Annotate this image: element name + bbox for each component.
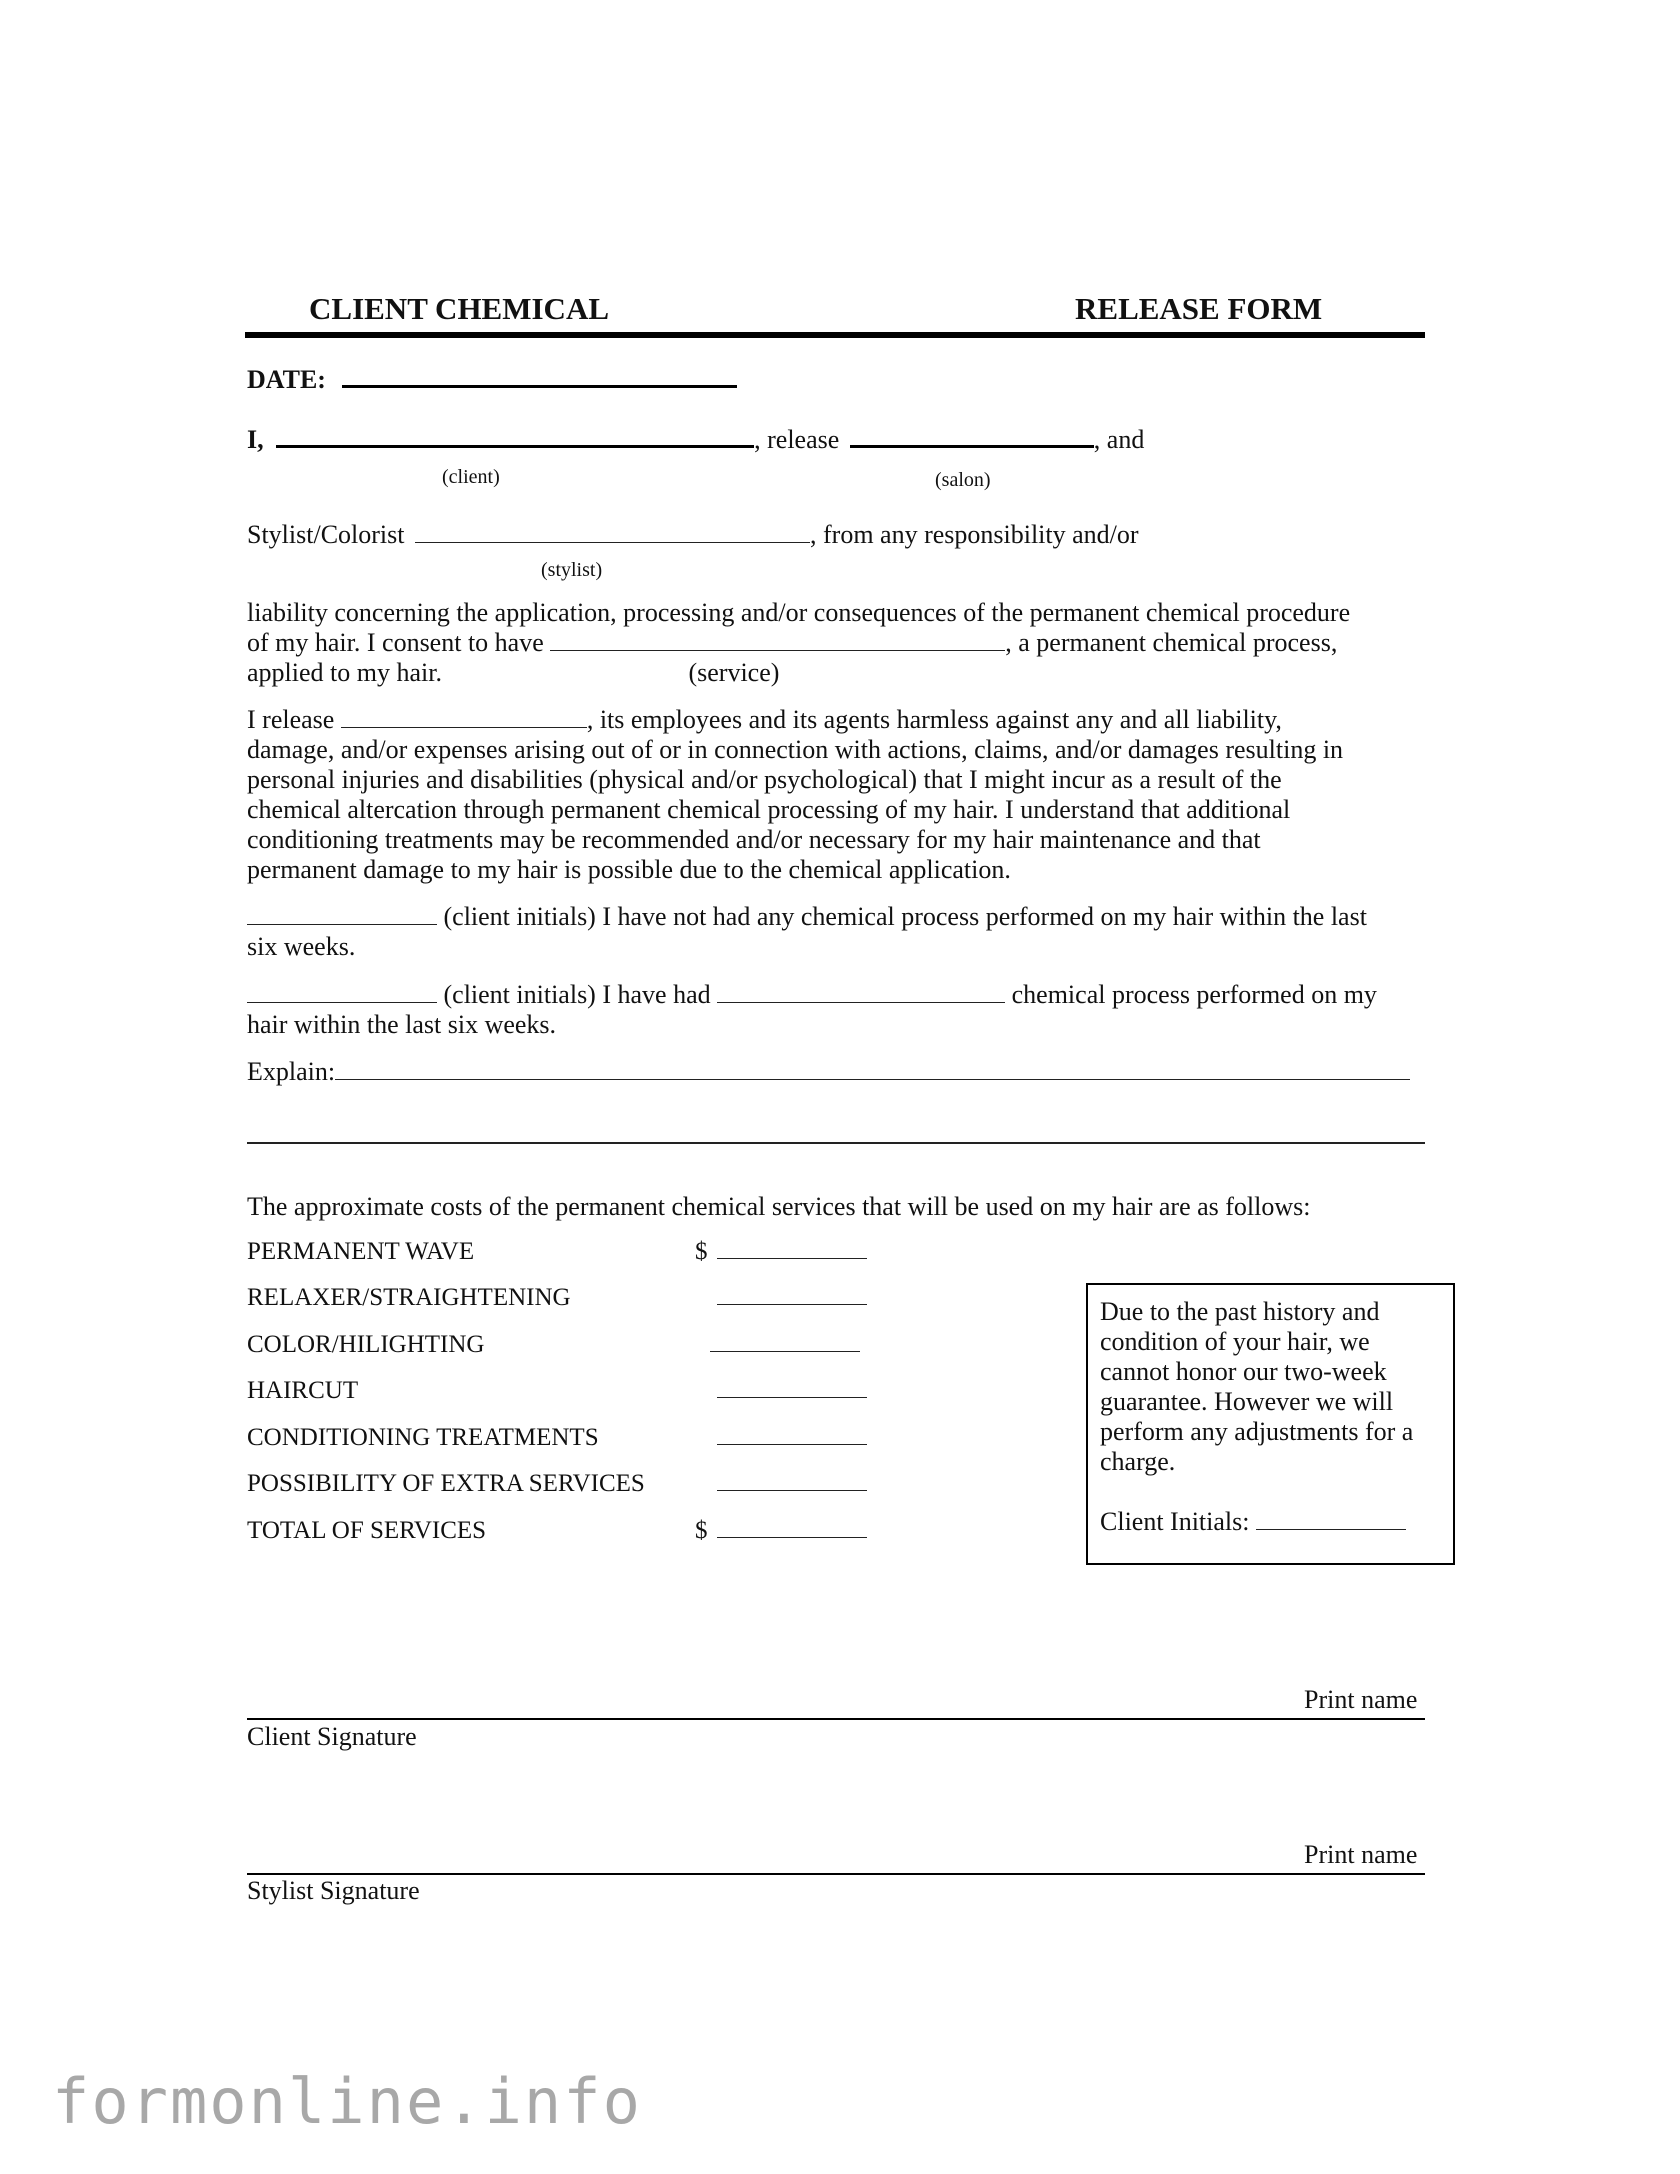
release-salon-field[interactable]	[341, 726, 587, 728]
cost-label: RELAXER/STRAIGHTENING	[247, 1284, 571, 1311]
explain-label: Explain:	[247, 1057, 336, 1086]
stylist-signature-label: Stylist Signature	[247, 1876, 420, 1905]
release-line-5: conditioning treatments may be recommended and/or necessary for my hair maintenance and that	[247, 825, 1261, 854]
cost-field-haircut[interactable]	[717, 1377, 867, 1405]
release-line-2: damage, and/or expenses arising out of or in connection with actions, claims, and/or damages resulting in	[247, 735, 1344, 764]
initials-field-2[interactable]	[247, 1001, 437, 1003]
cost-field-conditioning[interactable]	[717, 1424, 867, 1452]
explain-second-line[interactable]	[247, 1142, 1425, 1144]
i-label: I,	[247, 425, 264, 454]
cost-currency: $	[695, 1517, 708, 1544]
cost-label: TOTAL OF SERVICES	[247, 1517, 487, 1544]
explain-field[interactable]	[335, 1078, 1410, 1080]
service-field[interactable]	[550, 649, 1005, 651]
stylist-label: Stylist/Colorist	[247, 520, 405, 549]
cost-label: PERMANENT WAVE	[247, 1238, 475, 1265]
cost-field-permanent-wave[interactable]	[717, 1238, 867, 1266]
cost-item	[247, 1284, 571, 1312]
cost-item	[247, 1238, 474, 1266]
process-type-field[interactable]	[717, 1001, 1005, 1003]
cost-field-extra[interactable]	[717, 1470, 867, 1498]
cost-field-total[interactable]	[717, 1517, 867, 1545]
initials-field-1[interactable]	[247, 923, 437, 925]
client-caption: (client)	[442, 466, 500, 488]
initials-no-process: (client initials) I have not had any chemical process performed on my hair within the last six weeks.	[247, 902, 1367, 961]
initials-had-process: (client initials) I have had chemical process performed on my hair within the last six weeks.	[247, 980, 1377, 1039]
client-signature-label: Client Signature	[247, 1722, 417, 1751]
salon-caption: (salon)	[935, 469, 991, 491]
client-print-name-label: Print name	[1304, 1685, 1418, 1714]
release-row	[247, 425, 1144, 455]
explain-row	[247, 1057, 1410, 1087]
release-line-3: personal injuries and disabilities (physical and/or psychological) that I might incur as a result of the	[247, 765, 1282, 794]
stylist-row	[247, 520, 1139, 550]
date-row	[247, 365, 737, 395]
cost-item	[247, 1470, 645, 1498]
and-text: , and	[1093, 425, 1145, 454]
stylist-caption: (stylist)	[541, 559, 603, 581]
cost-currency: $	[695, 1238, 708, 1265]
cost-field-color[interactable]	[710, 1331, 860, 1359]
cost-label: HAIRCUT	[247, 1377, 359, 1404]
cost-label: POSSIBILITY OF EXTRA SERVICES	[247, 1470, 645, 1497]
cost-item	[247, 1331, 484, 1359]
stylist-tail: , from any responsibility and/or	[810, 520, 1139, 549]
release-line-4: chemical altercation through permanent chemical processing of my hair. I understand that additional	[247, 795, 1291, 824]
cost-item	[247, 1377, 358, 1405]
stylist-print-name-label: Print name	[1304, 1840, 1418, 1869]
stylist-signature-line[interactable]	[247, 1873, 1425, 1875]
costs-intro: The approximate costs of the permanent chemical services that will be used on my hair are as follows:	[247, 1192, 1311, 1221]
box-initials-field[interactable]	[1256, 1528, 1406, 1530]
watermark: formonline.info	[52, 2065, 642, 2138]
consent-paragraph	[247, 598, 1447, 688]
cost-label: CONDITIONING TREATMENTS	[247, 1424, 599, 1451]
title-rule	[245, 332, 1425, 338]
date-label: DATE:	[247, 365, 326, 394]
release-line-1: I release , its employees and its agents harmless against any and all liability,	[247, 705, 1282, 734]
release-paragraph	[247, 705, 1447, 885]
consent-line-3: applied to my hair. (service)	[247, 658, 780, 687]
form-title-left: CLIENT CHEMICAL	[309, 291, 610, 326]
consent-line-2: of my hair. I consent to have , a permanent chemical process,	[247, 628, 1338, 657]
guarantee-notice-box: Due to the past history and condition of your hair, we cannot honor our two-week guarantee. However we will perform any adjustments for a charge. Client Initials:	[1086, 1283, 1455, 1565]
cost-field-relaxer[interactable]	[717, 1284, 867, 1312]
service-caption: (service)	[688, 658, 780, 687]
form-title-right: RELEASE FORM	[1075, 291, 1323, 326]
cost-item	[247, 1517, 486, 1545]
consent-line-1: liability concerning the application, processing and/or consequences of the permanent chemical procedure	[247, 598, 1351, 627]
client-signature-line[interactable]	[247, 1718, 1425, 1720]
release-line-6: permanent damage to my hair is possible due to the chemical application.	[247, 855, 1011, 884]
box-initials-row: Client Initials:	[1100, 1507, 1441, 1537]
stylist-name-field[interactable]	[415, 541, 810, 543]
cost-label: COLOR/HILIGHTING	[247, 1331, 485, 1358]
date-field[interactable]	[342, 384, 737, 388]
release-text: , release	[754, 425, 840, 454]
client-name-field[interactable]	[276, 444, 754, 448]
salon-name-field[interactable]	[850, 444, 1094, 448]
cost-item	[247, 1424, 599, 1452]
